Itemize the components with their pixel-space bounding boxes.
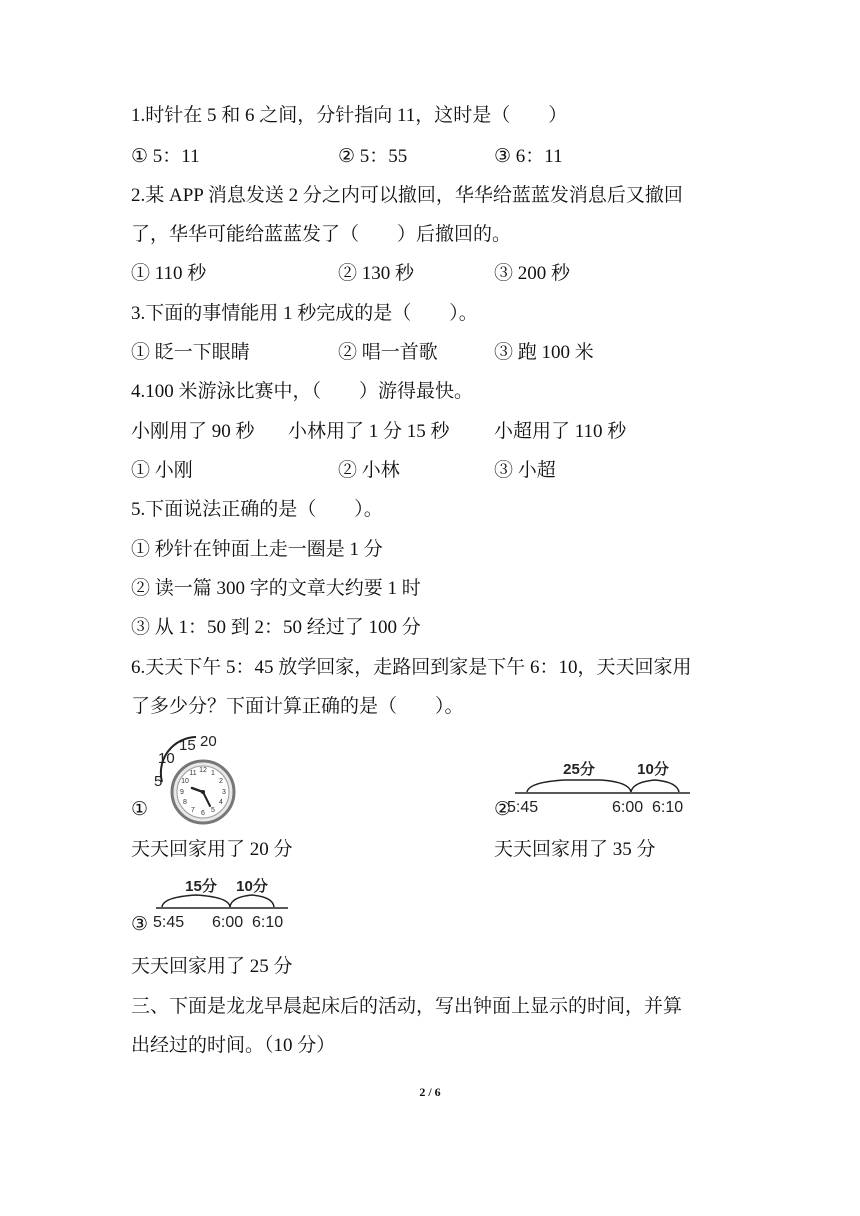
time-label-600: 6:00 [612,799,644,816]
segment-label-15: 15分 [185,878,217,895]
section3-heading-line2: 出经过的时间。（10 分） [131,1035,336,1056]
q6-option1-caption: 天天回家用了 20 分 [131,839,293,860]
clock-label-10: 10 [158,750,175,767]
timeline-figure-2 [505,758,700,818]
q6-option2-marker: ② [494,799,512,820]
segment-label-25: 25分 [563,761,595,778]
time-label-610: 6:10 [652,799,684,816]
q1-option-3: ③ 6：11 [494,146,563,167]
svg-text:4: 4 [219,799,223,806]
svg-text:5: 5 [211,807,215,814]
segment-label-10: 10分 [637,761,669,778]
q2-stem-line2: 了，华华可能给蓝蓝发了（ ）后撤回的。 [131,224,512,245]
time-label-600: 6:00 [212,914,244,931]
segment-label-10: 10分 [236,878,268,895]
q4-info-xiaochao: 小超用了 110 秒 [494,421,627,442]
q6-option1-marker: ① [131,799,149,820]
svg-text:2: 2 [219,778,223,785]
q5-option-3: ③ 从 1：50 到 2：50 经过了 100 分 [131,617,421,638]
clock-label-20: 20 [200,733,217,750]
q1-option-1: ① 5：11 [131,146,200,167]
svg-text:9: 9 [180,789,184,796]
q2-option-1: ① 110 秒 [131,263,207,284]
q4-option-3: ③ 小超 [494,460,556,481]
svg-text:12: 12 [199,767,207,774]
q4-info-xiaogang: 小刚用了 90 秒 [131,421,255,442]
q6-option3-marker: ③ [131,914,149,935]
svg-text:11: 11 [189,770,197,777]
q3-option-1: ① 眨一下眼睛 [131,342,250,363]
q6-option3-caption: 天天回家用了 25 分 [131,956,293,977]
clock-face-icon [172,761,234,823]
section3-heading-line1: 三、下面是龙龙早晨起床后的活动，写出钟面上显示的时间，并算 [131,996,683,1017]
clock-label-15: 15 [179,737,196,754]
q1-stem: 1.时针在 5 和 6 之间，分针指向 11，这时是（ ） [131,105,568,126]
q4-option-2: ② 小林 [338,460,400,481]
q3-stem: 3.下面的事情能用 1 秒完成的是（ ）。 [131,303,478,324]
q4-option-1: ① 小刚 [131,460,193,481]
time-label-545: 5:45 [507,799,539,816]
q3-option-2: ② 唱一首歌 [338,342,438,363]
q1-option-2: ② 5：55 [338,146,408,167]
svg-text:1: 1 [211,770,215,777]
page-number: 2 / 6 [419,1085,441,1099]
q5-stem: 5.下面说法正确的是（ ）。 [131,499,383,520]
q3-option-3: ③ 跑 100 米 [494,342,594,363]
q5-option-1: ① 秒针在钟面上走一圈是 1 分 [131,539,383,560]
svg-text:3: 3 [222,789,226,796]
svg-text:7: 7 [191,807,195,814]
clock-figure [148,732,242,826]
svg-text:8: 8 [183,799,187,806]
clock-label-5: 5 [154,773,163,790]
time-label-545: 5:45 [153,914,185,931]
time-label-610: 6:10 [252,914,284,931]
q6-stem-line1: 6.天天下午 5：45 放学回家，走路回到家是下午 6：10，天天回家用 [131,657,692,678]
q2-option-3: ③ 200 秒 [494,263,571,284]
q2-stem-line1: 2.某 APP 消息发送 2 分之内可以撤回，华华给蓝蓝发消息后又撤回 [131,185,683,206]
q2-option-2: ② 130 秒 [338,263,415,284]
q5-option-2: ② 读一篇 300 字的文章大约要 1 时 [131,578,421,599]
q4-stem: 4.100 米游泳比赛中，（ ）游得最快。 [131,381,474,402]
svg-text:6: 6 [201,810,205,817]
q4-info-xiaolin: 小林用了 1 分 15 秒 [288,421,450,442]
q6-option2-caption: 天天回家用了 35 分 [494,839,656,860]
timeline-figure-3 [148,873,296,933]
q6-stem-line2: 了多少分？下面计算正确的是（ ）。 [131,696,464,717]
svg-text:10: 10 [181,778,189,785]
